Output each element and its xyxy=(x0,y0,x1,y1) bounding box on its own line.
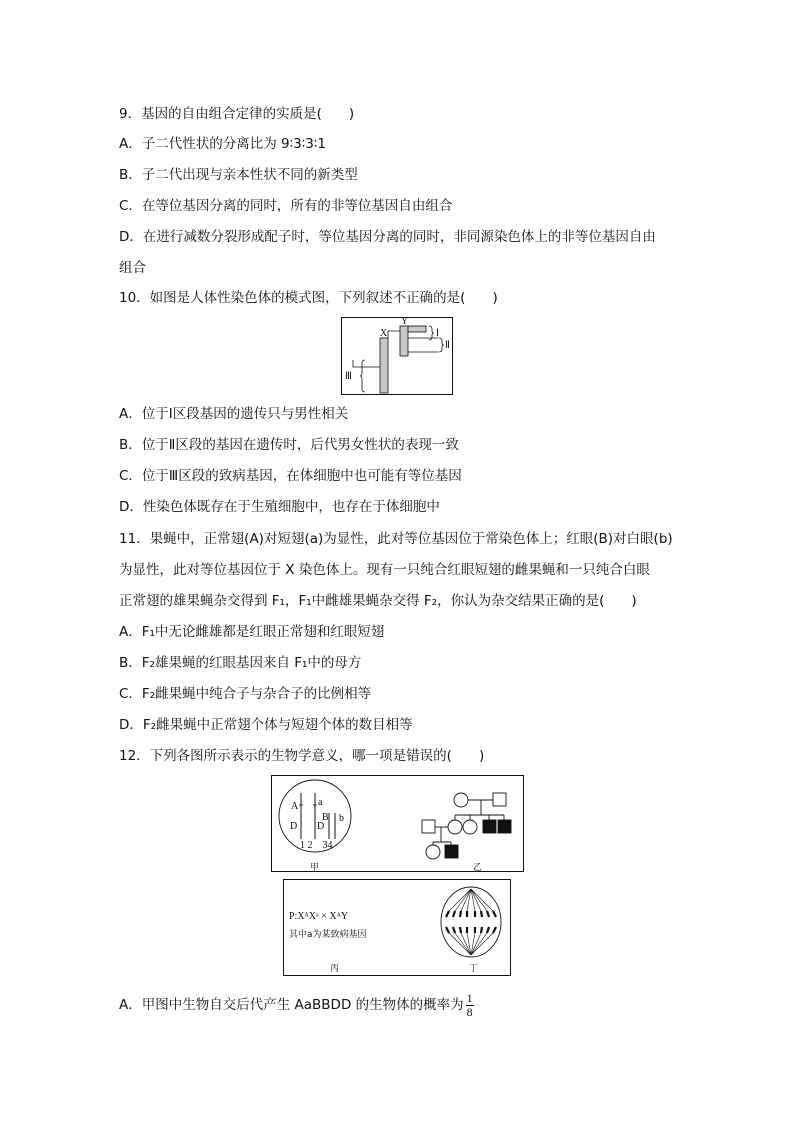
fraction-numerator: 1 xyxy=(466,990,473,1005)
figure-jia-yi xyxy=(271,775,524,875)
label-jia: 甲 xyxy=(310,863,320,873)
label-bing: 丙 xyxy=(330,964,340,974)
q10-stem: 10．如图是人体性染色体的模式图，下列叙述不正确的是( ) xyxy=(119,290,498,306)
q9-option-b: B．子二代出现与亲本性状不同的新类型 xyxy=(119,167,358,183)
q10-option-d: D．性染色体既存在于生殖细胞中，也存在于体细胞中 xyxy=(119,499,440,515)
q11-option-d: D．F₂雌果蝇中正常翅个体与短翅个体的数目相等 xyxy=(119,717,413,733)
gene-D2: D xyxy=(317,821,325,832)
x-label: X xyxy=(380,328,388,339)
q11-option-c: C．F₂雌果蝇中纯合子与杂合子的比例相等 xyxy=(119,686,372,702)
region-3-label: Ⅲ xyxy=(345,371,352,382)
q12-stem: 12．下列各图所示表示的生物学意义，哪一项是错误的( ) xyxy=(119,748,485,764)
cross-notation: P:XᴬXᵃ × XᴬY xyxy=(289,911,349,922)
q10-option-b: B．位于Ⅱ区段的基因在遗传时，后代男女性状的表现一致 xyxy=(119,437,459,453)
q9-option-d-line1: D．在进行减数分裂形成配子时，等位基因分离的同时，非同源染色体上的非等位基因自由 xyxy=(119,229,656,245)
q10-option-a: A．位于Ⅰ区段基因的遗传只与男性相关 xyxy=(119,406,349,422)
chromosome-numbers: 1 2 34 xyxy=(300,840,333,851)
gene-D1: D xyxy=(290,821,298,832)
q11-stem-line2: 为显性，此对等位基因位于 X 染色体上。现有一只纯合红眼短翅的雌果蝇和一只纯合白眼 xyxy=(119,562,650,578)
dividing-cell xyxy=(441,887,501,957)
gene-note: 其中a为某致病基因 xyxy=(289,930,367,940)
sex-chromosome-diagram xyxy=(341,317,453,395)
x-chromosome xyxy=(380,338,388,393)
q11-option-a: A．F₁中无论雌雄都是红眼正常翅和红眼短翅 xyxy=(119,624,385,640)
gene-b: b xyxy=(339,813,344,824)
figure-bing-ding xyxy=(283,879,511,977)
q9-stem: 9．基因的自由组合定律的实质是( ) xyxy=(119,106,355,122)
region-2-label: Ⅱ xyxy=(445,340,450,351)
q9-option-a: A．子二代性状的分离比为 9∶3∶3∶1 xyxy=(119,136,326,152)
q9-option-c: C．在等位基因分离的同时，所有的非等位基因自由组合 xyxy=(119,198,453,214)
q10-option-c: C．位于Ⅲ区段的致病基因，在体细胞中也可能有等位基因 xyxy=(119,468,462,484)
q12-option-a xyxy=(119,990,474,1020)
gene-B: B xyxy=(322,812,329,823)
y-chromosome xyxy=(400,326,408,356)
q12-option-a-text: A．甲图中生物自交后代产生 AaBBDD 的生物体的概率为 xyxy=(119,997,464,1013)
fraction-denominator: 8 xyxy=(466,1004,473,1019)
y-label: Y xyxy=(401,317,409,327)
gene-a: a xyxy=(318,797,323,808)
q11-option-b: B．F₂雄果蝇的红眼基因来自 F₁中的母方 xyxy=(119,655,362,671)
q9-option-d-line2: 组合 xyxy=(119,260,146,276)
fraction-one-eighth xyxy=(466,992,474,1019)
q11-stem-line1: 11．果蝇中，正常翅(A)对短翅(a)为显性，此对等位基因位于常染色体上；红眼(B)对白眼(b) xyxy=(119,531,673,547)
label-ding: 丁 xyxy=(469,964,479,974)
q11-stem-line3: 正常翅的雄果蝇杂交得到 F₁，F₁中雌雄果蝇杂交得 F₂，你认为杂交结果正确的是( ) xyxy=(119,593,637,609)
label-yi: 乙 xyxy=(473,863,483,873)
gene-A: A xyxy=(291,801,299,812)
region-1-label: Ⅰ xyxy=(436,328,439,339)
